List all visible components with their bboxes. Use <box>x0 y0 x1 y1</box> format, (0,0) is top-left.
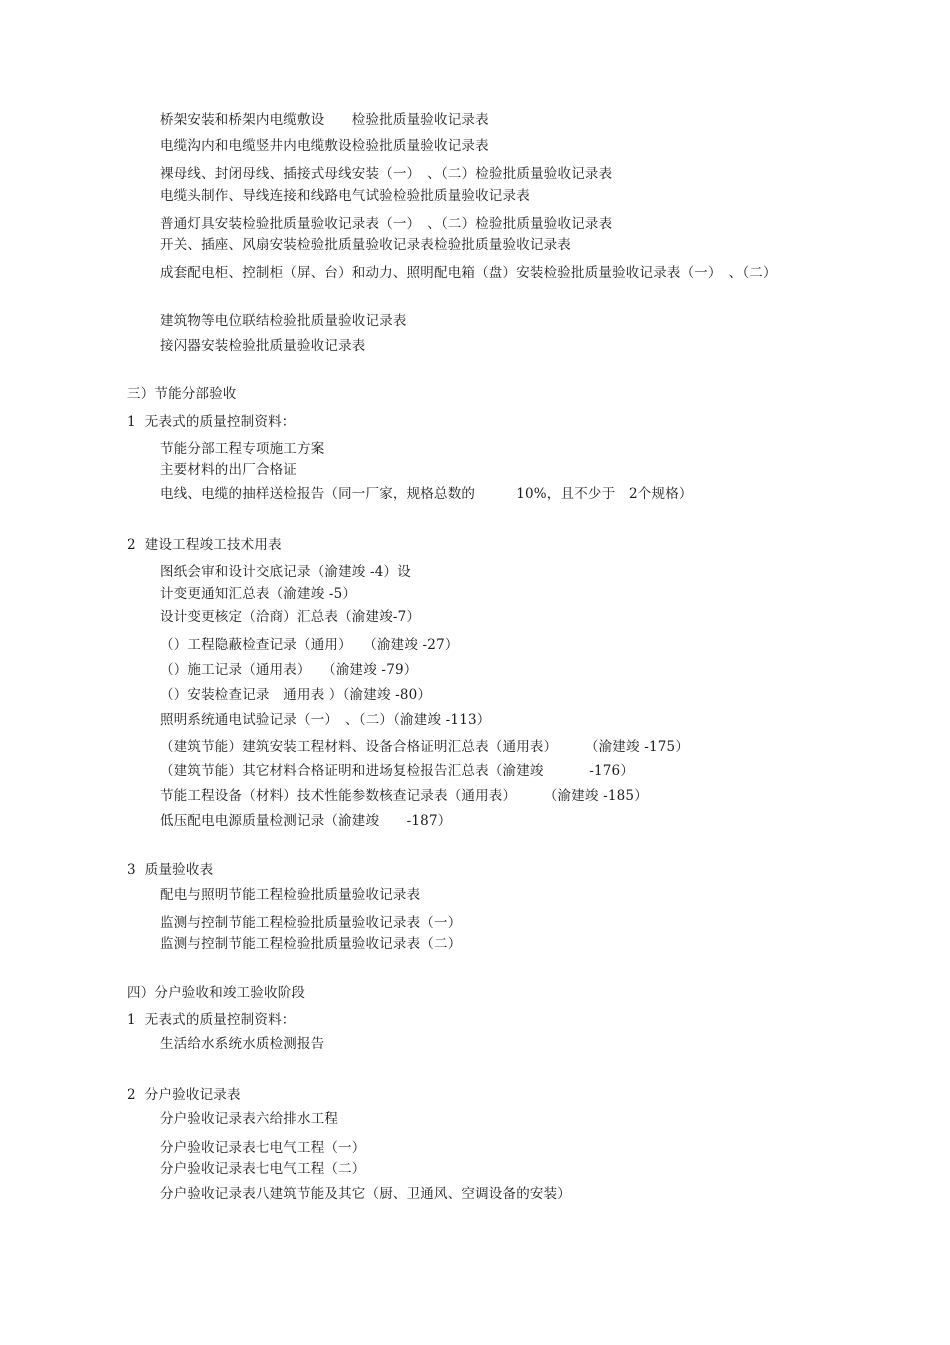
list-item: 计变更通知汇总表（渝建竣 -5） <box>160 586 357 602</box>
list-item: 监测与控制节能工程检验批质量验收记录表（二） <box>160 936 462 952</box>
subsection-heading: 1 无表式的质量控制资料： <box>127 414 296 430</box>
list-item: 节能分部工程专项施工方案 <box>160 441 325 457</box>
subsection-heading: 3 质量验收表 <box>127 862 214 878</box>
list-item: 照明系统通电试验记录（一） 、（二）（渝建竣 -113） <box>160 712 491 728</box>
list-item: 普通灯具安装检验批质量验收记录表（一） 、（二）检验批质量验收记录表 <box>160 216 613 232</box>
list-item: 桥架安装和桥架内电缆敷设 检验批质量验收记录表 <box>160 112 489 128</box>
list-item: 接闪器安装检验批质量验收记录表 <box>160 338 366 354</box>
section-heading: 三）节能分部验收 <box>127 386 237 402</box>
list-item: 分户验收记录表八建筑节能及其它（厨、卫通风、空调设备的安装） <box>160 1186 571 1202</box>
list-item: 电缆头制作、导线连接和线路电气试验检验批质量验收记录表 <box>160 188 530 204</box>
list-item: 分户验收记录表六给排水工程 <box>160 1111 339 1127</box>
subsection-heading: 1 无表式的质量控制资料： <box>127 1012 296 1028</box>
list-item: 电缆沟内和电缆竖井内电缆敷设检验批质量验收记录表 <box>160 138 489 154</box>
list-item: 生活给水系统水质检测报告 <box>160 1036 325 1052</box>
list-item: 图纸会审和设计交底记录（渝建竣 -4）设 <box>160 564 411 580</box>
list-item: 设计变更核定（洽商）汇总表（渝建竣-7） <box>160 609 421 625</box>
list-item: 裸母线、封闭母线、插接式母线安装（一） 、（二）检验批质量验收记录表 <box>160 166 613 182</box>
section-heading: 四）分户验收和竣工验收阶段 <box>127 985 306 1001</box>
list-item: 电线、电缆的抽样送检报告（同一厂家，规格总数的 10%，且不少于 2个规格） <box>160 486 693 502</box>
list-item: （建筑节能）建筑安装工程材料、设备合格证明汇总表（通用表） （渝建竣 -175） <box>160 739 690 755</box>
list-item: 低压配电电源质量检测记录（渝建竣 -187） <box>160 813 452 829</box>
list-item: 分户验收记录表七电气工程（二） <box>160 1161 366 1177</box>
list-item: 分户验收记录表七电气工程（一） <box>160 1140 366 1156</box>
list-item: （）施工记录（通用表） （渝建竣 -79） <box>160 662 418 678</box>
list-item: （）工程隐蔽检查记录（通用） （渝建竣 -27） <box>160 637 459 653</box>
subsection-heading: 2 建设工程竣工技术用表 <box>127 537 282 553</box>
list-item: 建筑物等电位联结检验批质量验收记录表 <box>160 313 407 329</box>
list-item: 主要材料的出厂合格证 <box>160 462 297 478</box>
list-item: （）安装检查记录 通用表 ）（渝建竣 -80） <box>160 687 432 703</box>
list-item: 成套配电柜、控制柜（屏、台）和动力、照明配电箱（盘）安装检验批质量验收记录表（一） 、（二） <box>160 265 777 281</box>
list-item: 开关、插座、风扇安装检验批质量验收记录表检验批质量验收记录表 <box>160 237 571 253</box>
list-item: （建筑节能）其它材料合格证明和进场复检报告汇总表（渝建竣 -176） <box>160 763 635 779</box>
list-item: 节能工程设备（材料）技术性能参数核查记录表（通用表） （渝建竣 -185） <box>160 788 648 804</box>
list-item: 监测与控制节能工程检验批质量验收记录表（一） <box>160 915 462 931</box>
subsection-heading: 2 分户验收记录表 <box>127 1087 241 1103</box>
list-item: 配电与照明节能工程检验批质量验收记录表 <box>160 887 421 903</box>
